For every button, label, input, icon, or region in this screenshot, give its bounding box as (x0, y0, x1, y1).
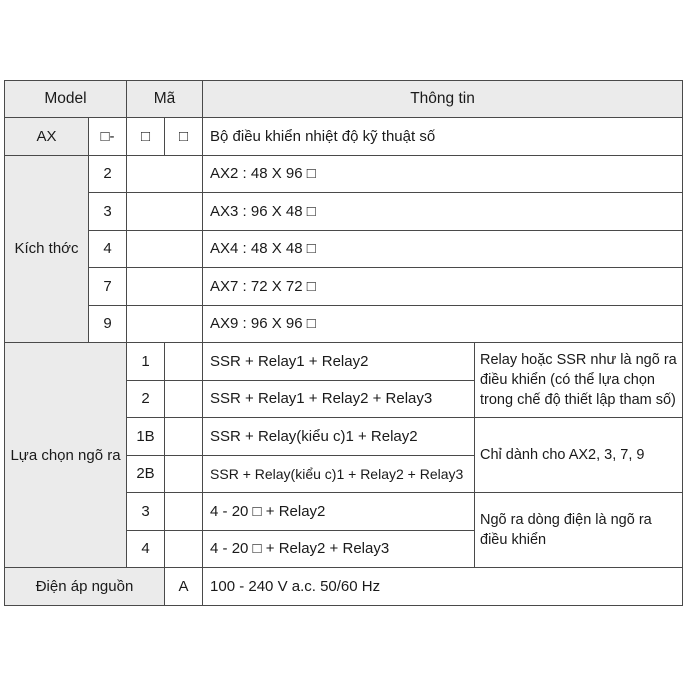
output-code: 1B (127, 418, 165, 456)
output-note: Relay hoặc SSR như là ngõ ra điều khiển (có thể lựa chọn trong chế độ thiết lập tham số) (475, 343, 683, 418)
size-row (5, 268, 683, 306)
output-info: SSR + Relay(kiểu c)1 + Relay2 (203, 418, 475, 456)
size-code: 3 (89, 193, 127, 231)
size-code: 7 (89, 268, 127, 306)
size-info: AX7 : 72 X 72 □ (203, 268, 683, 306)
size-row (5, 305, 683, 343)
ax-model-cell: AX (5, 118, 89, 156)
size-code: 4 (89, 230, 127, 268)
output-code: 3 (127, 493, 165, 531)
output-empty-cell (165, 455, 203, 493)
output-row (5, 343, 683, 381)
header-row (5, 81, 683, 118)
output-empty-cell (165, 493, 203, 531)
power-code: A (165, 568, 203, 606)
size-info: AX4 : 48 X 48 □ (203, 230, 683, 268)
output-empty-cell (165, 418, 203, 456)
size-row (5, 193, 683, 231)
size-code: 2 (89, 155, 127, 193)
size-code: 9 (89, 305, 127, 343)
power-label: Điện áp nguồn (5, 568, 165, 606)
output-empty-cell (165, 343, 203, 381)
power-row (5, 568, 683, 606)
size-info: AX9 : 96 X 96 □ (203, 305, 683, 343)
output-note: Ngõ ra dòng điện là ngõ ra điều khiển (475, 493, 683, 568)
size-empty-cell (127, 155, 203, 193)
size-row (5, 155, 683, 193)
output-empty-cell (165, 530, 203, 568)
output-note: Chỉ dành cho AX2, 3, 7, 9 (475, 418, 683, 493)
size-empty-cell (127, 268, 203, 306)
output-info: SSR + Relay(kiểu c)1 + Relay2 + Relay3 (203, 455, 475, 493)
output-label: Lựa chọn ngõ ra (5, 343, 127, 568)
size-info: AX3 : 96 X 48 □ (203, 193, 683, 231)
size-label: Kích thớc (5, 155, 89, 343)
ax-code-3: □ (165, 118, 203, 156)
output-code: 2B (127, 455, 165, 493)
size-empty-cell (127, 305, 203, 343)
output-code: 1 (127, 343, 165, 381)
power-info: 100 - 240 V a.c. 50/60 Hz (203, 568, 683, 606)
size-empty-cell (127, 230, 203, 268)
size-empty-cell (127, 193, 203, 231)
output-info: 4 - 20 □ + Relay2 (203, 493, 475, 531)
output-info: SSR + Relay1 + Relay2 + Relay3 (203, 380, 475, 418)
output-empty-cell (165, 380, 203, 418)
header-thong-tin: Thông tin (203, 81, 683, 118)
size-info: AX2 : 48 X 96 □ (203, 155, 683, 193)
ax-code-1: □- (89, 118, 127, 156)
ax-info: Bộ điều khiển nhiệt độ kỹ thuật số (203, 118, 683, 156)
ax-row (5, 118, 683, 156)
model-spec-table (4, 80, 683, 606)
size-row (5, 230, 683, 268)
header-model: Model (5, 81, 127, 118)
ax-code-2: □ (127, 118, 165, 156)
output-info: SSR + Relay1 + Relay2 (203, 343, 475, 381)
output-code: 2 (127, 380, 165, 418)
output-code: 4 (127, 530, 165, 568)
header-ma: Mã (127, 81, 203, 118)
output-info: 4 - 20 □ + Relay2 + Relay3 (203, 530, 475, 568)
